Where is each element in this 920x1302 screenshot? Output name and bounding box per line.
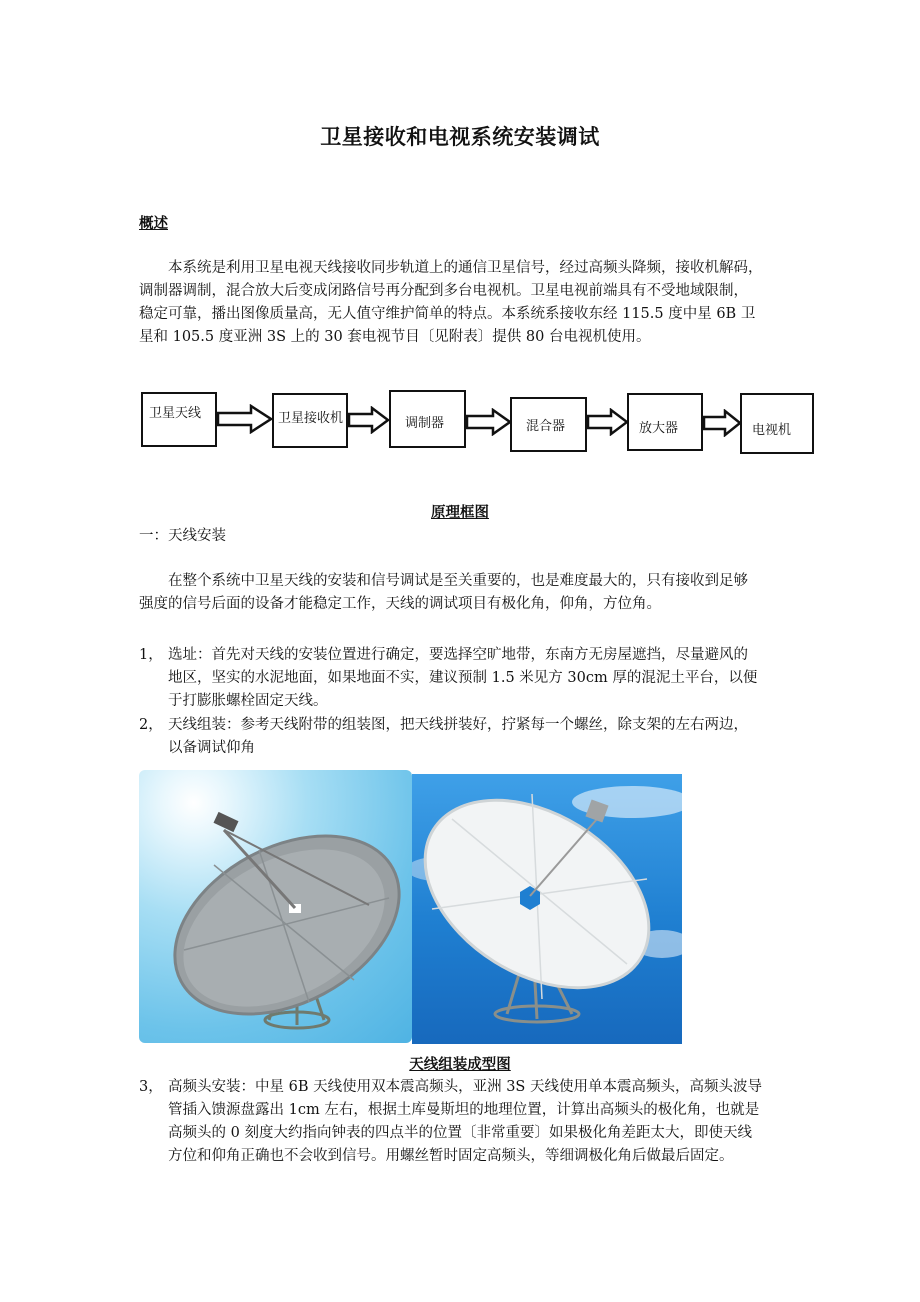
overview-line: 本系统是利用卫星电视天线接收同步轨道上的通信卫星信号，经过高频头降频，接收机解码， (168, 260, 763, 276)
flow-box-label: 混合器 (526, 419, 566, 434)
overview-heading: 概述 (139, 216, 168, 232)
intro-line: 强度的信号后面的设备才能稳定工作，天线的调试项目有极化角，仰角，方位角。 (139, 596, 661, 612)
list-item-line: 地区，坚实的水泥地面，如果地面不实，建议预制 1.5 米见方 30cm 厚的混泥土平台，以便 (168, 670, 758, 686)
overview-line: 调制器调制，混合放大后变成闭路信号再分配到多台电视机。卫星电视前端具有不受地域限制， (139, 283, 748, 299)
list-item-number: 3， (139, 1079, 163, 1095)
satellite-dish-icon (139, 770, 412, 1043)
list-item-line: 高频头的 0 刻度大约指向钟表的四点半的位置〔非常重要〕如果极化角差距太大，即使天线 (168, 1125, 752, 1141)
flow-box-satellite-receiver (272, 393, 348, 448)
flow-box-satellite-antenna (141, 392, 217, 447)
list-item-line: 高频头安装：中星 6B 天线使用双本震高频头，亚洲 3S 天线使用单本震高频头，高频头波导 (168, 1079, 762, 1095)
flow-box-label: 放大器 (639, 421, 679, 436)
flow-box-modulator (389, 390, 466, 448)
flow-box-label: 调制器 (405, 416, 445, 431)
gray-satellite-dish-photo (139, 770, 412, 1043)
page-title: 卫星接收和电视系统安装调试 (320, 125, 600, 149)
list-item-line: 管插入馈源盘露出 1cm 左右，根据土库曼斯坦的地理位置，计算出高频头的极化角，也就是 (168, 1102, 760, 1118)
satellite-dish-icon (412, 774, 682, 1044)
list-item-line: 方位和仰角正确也不会收到信号。用螺丝暂时固定高频头，等细调极化角后做最后固定。 (168, 1148, 734, 1164)
list-item-line: 选址：首先对天线的安装位置进行确定，要选择空旷地带，东南方无房屋遮挡，尽量避风的 (168, 647, 748, 663)
list-item (139, 644, 839, 713)
overview-line: 稳定可靠，播出图像质量高，无人值守维护简单的特点。本系统系接收东经 115.5 度中星 6B 卫 (139, 306, 756, 322)
section-heading: 一：天线安装 (139, 528, 226, 544)
flow-arrow-icon (703, 409, 742, 437)
flow-box-label: 电视机 (752, 423, 792, 438)
flow-arrow-icon (348, 406, 390, 434)
flow-box-mixer (510, 397, 587, 452)
white-satellite-dish-photo (412, 774, 682, 1044)
flow-caption: 原理框图 (431, 505, 489, 521)
list-item-line: 以备调试仰角 (168, 740, 255, 756)
intro-line: 在整个系统中卫星天线的安装和信号调试是至关重要的，也是难度最大的，只有接收到足够 (168, 573, 748, 589)
flow-box-label: 卫星天线 (149, 406, 202, 421)
flow-arrow-icon (217, 404, 273, 434)
list-item (139, 1076, 839, 1168)
overview-paragraph (139, 257, 839, 349)
flow-box-tv (740, 393, 814, 454)
photo-caption: 天线组装成型图 (409, 1057, 511, 1073)
list-item-line: 于打膨胀螺栓固定天线。 (168, 693, 328, 709)
list-item (139, 714, 839, 760)
flow-arrow-icon (466, 408, 512, 436)
flow-arrow-icon (587, 408, 629, 436)
list-item-number: 2， (139, 717, 163, 733)
flow-box-label: 卫星接收机 (278, 411, 344, 426)
overview-line: 星和 105.5 度亚洲 3S 上的 30 套电视节目〔见附表〕提供 80 台电视机使用。 (139, 329, 651, 345)
list-item-number: 1， (139, 647, 163, 663)
section1-intro (139, 570, 839, 616)
flow-box-amplifier (627, 393, 703, 451)
list-item-line: 天线组装：参考天线附带的组装图，把天线拼装好，拧紧每一个螺丝，除支架的左右两边， (168, 717, 748, 733)
